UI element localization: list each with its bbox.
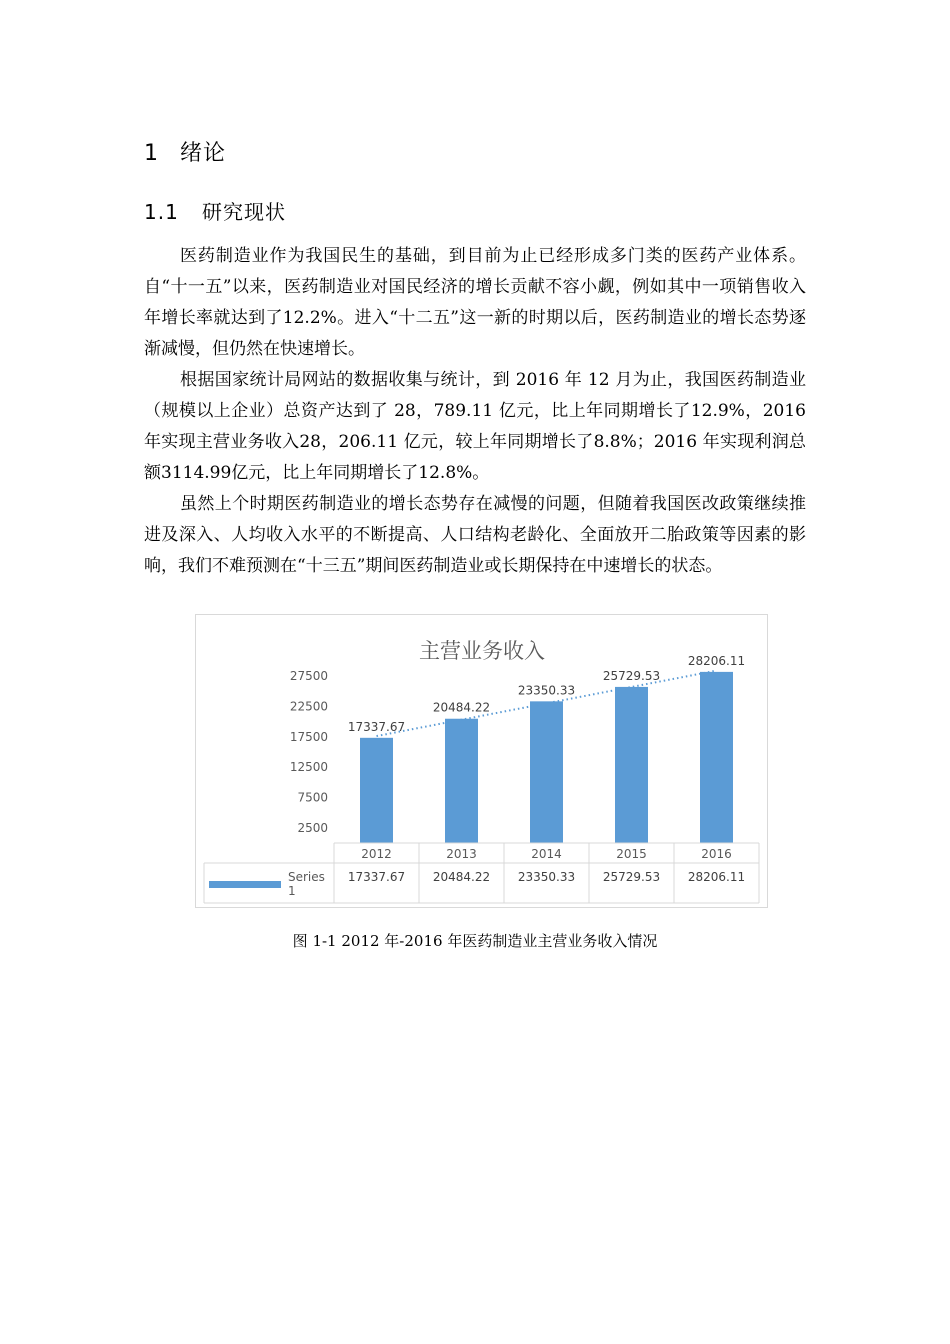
revenue-chart (195, 614, 768, 908)
data-label: 17337.67 (347, 719, 406, 734)
y-tick-label: 12500 (289, 760, 328, 775)
y-tick-label: 2500 (297, 820, 328, 835)
data-label: 23350.33 (517, 683, 576, 698)
paragraph: 虽然上个时期医药制造业的增长态势存在减慢的问题，但随着我国医改政策继续推进及深入、人均收入水平的不断提高、人口结构老龄化、全面放开二胎政策等因素的影响，我们不难预测在“十三五”期间医药制造业或长期保持在中速增长的状态。 (144, 494, 806, 576)
x-category-label: 2012 (361, 847, 392, 861)
table-value: 25729.53 (602, 870, 661, 884)
chart-title: 主营业务收入 (419, 639, 545, 663)
table-value: 28206.11 (687, 870, 746, 884)
bar (360, 738, 393, 843)
table-value: 17337.67 (347, 870, 406, 884)
section-heading (144, 136, 226, 167)
y-tick-label: 22500 (289, 699, 328, 714)
x-category-label: 2013 (446, 847, 477, 861)
legend-key (209, 881, 281, 888)
subsection-title: 研究现状 (202, 200, 286, 224)
bar (700, 672, 733, 843)
data-label: 28206.11 (687, 653, 746, 668)
paragraph-2-container (144, 365, 806, 489)
bar (530, 701, 563, 843)
x-category-label: 2016 (701, 847, 732, 861)
paragraph-1-container (144, 241, 806, 365)
table-value: 20484.22 (432, 870, 491, 884)
section-title: 绪论 (180, 141, 227, 166)
y-tick-label: 27500 (289, 669, 328, 684)
legend-series-name: Series (288, 870, 325, 884)
subsection-number: 1.1 (144, 200, 179, 224)
subsection-heading (144, 196, 286, 225)
x-category-label: 2014 (531, 847, 562, 861)
paragraph: 医药制造业作为我国民生的基础，到目前为止已经形成多门类的医药产业体系。自“十一五”以来，医药制造业对国民经济的增长贡献不容小觑，例如其中一项销售收入年增长率就达到了12.2%。进入“十二五”这一新的时期以后，医药制造业的增长态势逐渐减慢，但仍然在快速增长。 (144, 246, 806, 359)
y-tick-label: 17500 (289, 729, 328, 744)
table-value: 23350.33 (517, 870, 576, 884)
paragraph-3-container (144, 489, 806, 582)
chart-svg (196, 615, 769, 909)
bar (615, 687, 648, 843)
paragraph: 根据国家统计局网站的数据收集与统计，到 2016 年 12 月为止，我国医药制造业（规模以上企业）总资产达到了 28，789.11 亿元，比上年同期增长了12.9%，2016 年实现主营业务收入28，206.11 亿元，较上年同期增长了8.8%；2016 年实现利润总额3114.99亿元，比上年同期增长了12.8%。 (144, 370, 806, 483)
section-number: 1 (144, 141, 159, 166)
figure-caption: 图 1-1 2012 年-2016 年医药制造业主营业务收入情况 (292, 932, 658, 950)
data-label: 20484.22 (432, 700, 491, 715)
data-label: 25729.53 (602, 668, 661, 683)
legend-series-name: 1 (288, 884, 296, 898)
x-category-label: 2015 (616, 847, 647, 861)
bar (445, 719, 478, 843)
y-tick-label: 7500 (297, 790, 328, 805)
